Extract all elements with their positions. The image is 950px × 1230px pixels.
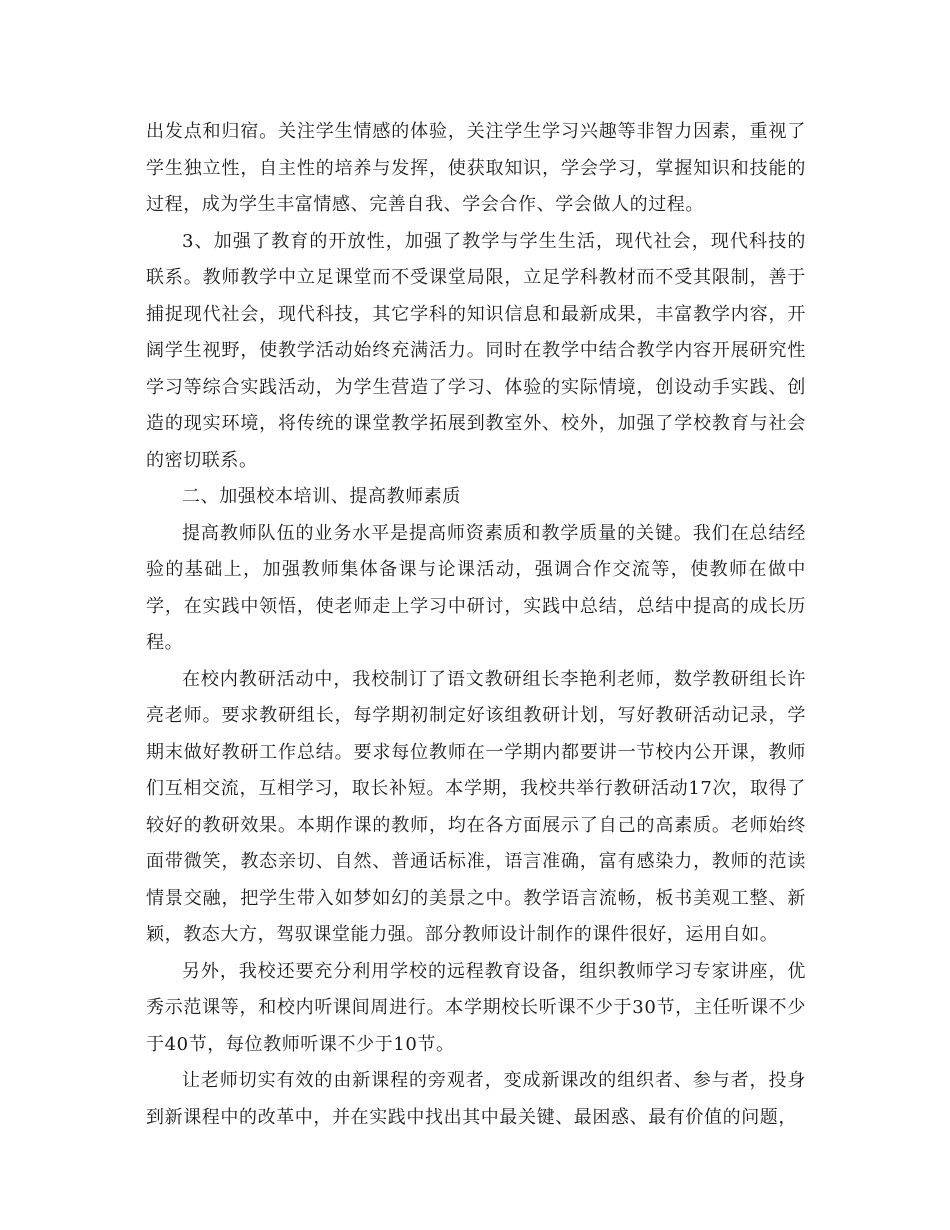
paragraph-6: 让老师切实有效的由新课程的旁观者，变成新课改的组织者、参与者，投身到新课程中的改革中，并在实践中找出其中最关键、最困惑、最有价值的问题， (146, 1070, 806, 1128)
paragraph-3: 提高教师队伍的业务水平是提高师资素质和教学质量的关键。我们在总结经验的基础上，加强教师集体备课与论课活动，强调合作交流等，使教师在做中学，在实践中领悟，使老师走上学习中研讨，实践中总结，总结中提高的成长历程。 (146, 522, 806, 653)
section-heading: 二、加强校本培训、提高教师素质 (182, 486, 461, 507)
paragraph-5: 另外，我校还要充分利用学校的远程教育设备，组织教师学习专家讲座，优秀示范课等，和校内听课间周进行。本学期校长听课不少于30节，主任听课不少于40节，每位教师听课不少于10节。 (146, 960, 806, 1055)
paragraph-2: 3、加强了教育的开放性，加强了教学与学生生活，现代社会，现代科技的联系。教师教学中立足课堂而不受课堂局限，立足学科教材而不受其限制，善于捕捉现代社会，现代科技，其它学科的知识信息和最新成果，丰富教学内容，开阔学生视野，使教学活动始终充满活力。同时在教学中结合教学内容开展研究性学习等综合实践活动，为学生营造了学习、体验的实际情境，创设动手实践、创造的现实环境，将传统的课堂教学拓展到教室外、校外，加强了学校教育与社会的密切联系。 (146, 230, 806, 471)
document-page (146, 114, 806, 1136)
paragraph-4: 在校内教研活动中，我校制订了语文教研组长李艳利老师，数学教研组长许亮老师。要求教研组长，每学期初制定好该组教研计划，写好教研活动记录，学期末做好教研工作总结。要求每位教师在一学期内都要讲一节校内公开课，教师们互相交流，互相学习，取长补短。本学期，我校共举行教研活动17次，取得了较好的教研效果。本期作课的教师，均在各方面展示了自己的高素质。老师始终面带微笑，教态亲切、自然、普通话标准，语言准确，富有感染力，教师的范读情景交融，把学生带入如梦如幻的美景之中。教学语言流畅，板书美观工整、新颖，教态大方，驾驭课堂能力强。部分教师设计制作的课件很好，运用自如。 (146, 668, 806, 945)
paragraph-1: 出发点和归宿。关注学生情感的体验，关注学生学习兴趣等非智力因素，重视了学生独立性，自主性的培养与发挥，使获取知识，学会学习，掌握知识和技能的过程，成为学生丰富情感、完善自我、学会合作、学会做人的过程。 (146, 121, 806, 215)
